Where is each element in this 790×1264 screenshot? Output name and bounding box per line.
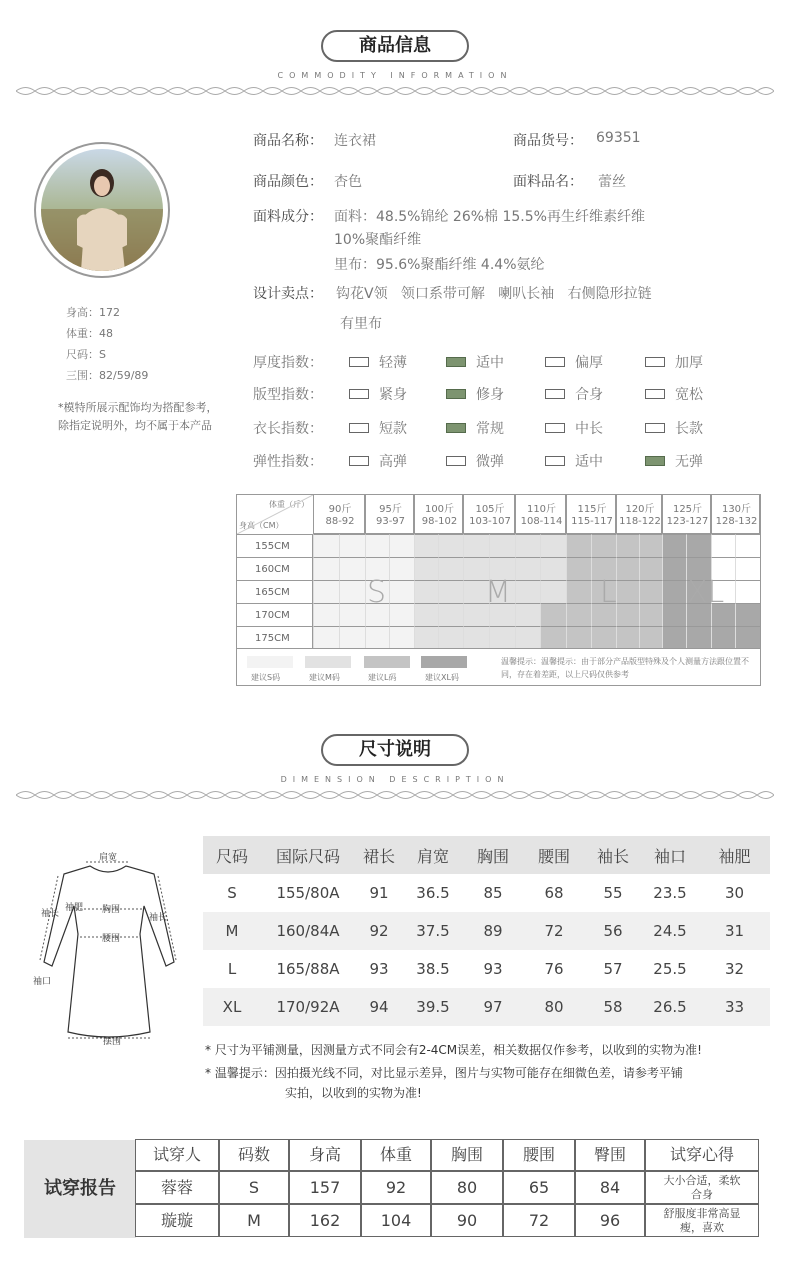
size-grid-cell: [515, 557, 540, 580]
empty-box-icon: [349, 456, 369, 466]
size-grid-cell: [591, 534, 616, 557]
weight-jin: 105斤: [475, 504, 505, 515]
index-option-label: 长款: [675, 421, 703, 437]
trial-cell: 蓉蓉: [135, 1171, 219, 1204]
size-grid-cell: [313, 626, 339, 649]
dimension-table: [203, 836, 770, 1026]
dimension-cell: 91: [369, 884, 389, 902]
empty-box-icon: [545, 423, 565, 433]
dimension-header-cell: 尺码: [215, 846, 248, 866]
size-grid-cell: [686, 626, 711, 649]
trial-cell: M: [219, 1204, 289, 1237]
size-grid-cell: [414, 603, 438, 626]
weight-kg: 123-127: [666, 516, 709, 527]
size-grid-cell: [489, 534, 515, 557]
dimension-cell: 26.5: [653, 998, 687, 1016]
index-option-label: 无弹: [675, 454, 703, 470]
size-grid-cell: [438, 557, 463, 580]
dress-measurement-diagram: [28, 852, 188, 1048]
size-grid-cell: [389, 534, 414, 557]
dimension-header-cell: 袖肥: [718, 846, 751, 866]
dimension-header-cell: 肩宽: [416, 846, 449, 866]
empty-box-icon: [349, 389, 369, 399]
dimension-cell: 32: [724, 960, 745, 978]
weight-kg: 98-102: [421, 516, 458, 527]
composition-line-3: 里布：95.6%聚酯纤维 4.4%氨纶: [334, 257, 545, 273]
size-grid-cell: [639, 557, 662, 580]
size-grid-cell: [438, 626, 463, 649]
model-measurements: 三围：82/59/89: [66, 369, 149, 382]
size-grid-cell: [389, 626, 414, 649]
index-option: [446, 451, 504, 471]
size-grid-cell: [735, 534, 760, 557]
empty-box-icon: [446, 456, 466, 466]
empty-box-icon: [349, 357, 369, 367]
index-label: 衣长指数：: [253, 421, 323, 437]
size-grid-cell: [566, 603, 591, 626]
dimension-cell: 85: [483, 884, 503, 902]
weight-kg: 93-97: [375, 516, 406, 527]
trial-header-cell: 腰围: [503, 1139, 575, 1171]
index-option: [446, 384, 504, 404]
measurement-note: * 尺寸为平铺测量，因测量方式不同会有2-4CM误差，相关数据仅作参考，以收到的实物为准!: [205, 1043, 702, 1057]
size-grid-cell: [339, 603, 365, 626]
dimension-header-cell: 胸围: [476, 846, 509, 866]
size-grid-cell: [515, 603, 540, 626]
size-grid-cell: [389, 580, 414, 603]
size-grid-cell: [639, 534, 662, 557]
index-option-label: 修身: [476, 387, 504, 403]
section-subtitle-commodity: COMMODITY INFORMATION: [277, 71, 513, 80]
size-grid-cell: [662, 534, 686, 557]
size-grid-cell: [463, 534, 489, 557]
index-option: [645, 352, 703, 372]
height-row-label: 155CM: [237, 534, 313, 557]
trial-cell: 104: [361, 1204, 431, 1237]
trial-report: [24, 1140, 764, 1238]
model-height: 身高：172: [66, 306, 120, 319]
dimension-header-cell: 裙长: [362, 846, 395, 866]
trial-cell: 157: [289, 1171, 361, 1204]
size-grid-cell: [639, 580, 662, 603]
size-grid-cell: [414, 580, 438, 603]
index-label: 版型指数：: [253, 387, 323, 403]
dimension-cell: 165/88A: [276, 960, 340, 978]
empty-box-icon: [349, 423, 369, 433]
dimension-cell: 93: [483, 960, 503, 978]
index-option: [349, 451, 407, 471]
size-grid-cell: [313, 603, 339, 626]
weight-kg: 115-117: [571, 516, 613, 527]
index-option-label: 高弹: [379, 454, 407, 470]
section-subtitle-dimension: DIMENSION DESCRIPTION: [280, 775, 510, 784]
dimension-cell: L: [227, 960, 237, 978]
size-grid-cell: [616, 534, 639, 557]
empty-box-icon: [545, 456, 565, 466]
trial-header-cell: 臀围: [575, 1139, 645, 1171]
index-option-label: 紧身: [379, 387, 407, 403]
section-title-dimension: 尺寸说明: [321, 734, 469, 766]
dimension-cell: 93: [369, 960, 389, 978]
dimension-cell: 68: [544, 884, 564, 902]
sleeve-length-right-label: 袖长: [148, 913, 168, 923]
weight-jin: 125斤: [672, 504, 703, 515]
index-option: [446, 418, 504, 438]
dimension-cell: 25.5: [653, 960, 687, 978]
dimension-row: [203, 988, 770, 1026]
weight-jin: 130斤: [721, 504, 752, 515]
trial-cell: 璇璇: [135, 1204, 219, 1237]
empty-box-icon: [545, 357, 565, 367]
size-grid-cell: [438, 603, 463, 626]
weight-column-header: [515, 495, 566, 534]
fabric-name: 蕾丝: [598, 174, 626, 190]
size-grid-cell: [438, 580, 463, 603]
legend-label: 建议M码: [309, 673, 340, 682]
dimension-cell: 39.5: [416, 998, 450, 1016]
dimension-cell: 160/84A: [276, 922, 340, 940]
size-grid-cell: [616, 557, 639, 580]
size-grid-cell: [339, 580, 365, 603]
dimension-cell: 170/92A: [276, 998, 340, 1016]
size-grid-cell: [686, 534, 711, 557]
weight-jin: 115斤: [577, 504, 607, 515]
size-grid-cell: [639, 603, 662, 626]
checked-box-icon: [645, 456, 665, 466]
size-grid-cell: [365, 534, 389, 557]
index-option: [349, 352, 407, 372]
trial-cell: S: [219, 1171, 289, 1204]
dimension-cell: 24.5: [653, 922, 687, 940]
dimension-cell: 89: [483, 922, 503, 940]
height-row-label: 170CM: [237, 603, 313, 626]
index-option-label: 适中: [476, 355, 504, 371]
trial-cell: 90: [431, 1204, 503, 1237]
trial-cell: 大小合适，柔软合身: [645, 1171, 759, 1204]
trial-cell: 72: [503, 1204, 575, 1237]
height-row-label: 160CM: [237, 557, 313, 580]
size-grid-cell: [414, 626, 438, 649]
index-option: [645, 418, 703, 438]
dimension-header-cell: 国际尺码: [275, 846, 340, 866]
size-grid-cell: [515, 626, 540, 649]
index-option: [545, 352, 603, 372]
weight-column-header: [463, 495, 515, 534]
index-option: [446, 352, 504, 372]
checked-box-icon: [446, 357, 466, 367]
dimension-cell: 23.5: [653, 884, 687, 902]
product-name: 连衣裙: [334, 133, 376, 149]
index-label: 厚度指数：: [253, 355, 323, 371]
size-grid-cell: [540, 603, 566, 626]
dimension-cell: 58: [603, 998, 623, 1016]
dimension-cell: 38.5: [416, 960, 450, 978]
size-grid-cell: [339, 534, 365, 557]
empty-box-icon: [645, 423, 665, 433]
index-option: [645, 451, 703, 471]
composition-label: 面料成分：: [253, 209, 323, 225]
size-zone-label: L: [600, 575, 617, 610]
size-grid-cell: [313, 580, 339, 603]
index-option-label: 偏厚: [575, 355, 603, 371]
legend-label: 建议XL码: [425, 673, 459, 682]
trial-cell: 65: [503, 1171, 575, 1204]
dimension-cell: S: [227, 884, 237, 902]
size-grid-cell: [662, 626, 686, 649]
armhole-label: 袖肥: [64, 903, 84, 913]
size-grid-cell: [735, 626, 760, 649]
size-grid-cell: [662, 603, 686, 626]
model-weight: 体重：48: [66, 327, 113, 340]
trial-header-cell: 体重: [361, 1139, 431, 1171]
size-grid-cell: [463, 626, 489, 649]
size-grid-cell: [515, 580, 540, 603]
size-grid-cell: [540, 626, 566, 649]
index-option-label: 轻薄: [379, 355, 407, 371]
height-axis-header: 身高（CM）: [239, 521, 284, 530]
size-grid-cell: [616, 603, 639, 626]
dimension-cell: 30: [724, 884, 745, 902]
dimension-cell: 57: [603, 960, 623, 978]
size-grid-cell: [313, 534, 339, 557]
size-grid-cell: [591, 626, 616, 649]
weight-column-header: [414, 495, 463, 534]
dimension-cell: 80: [544, 998, 564, 1016]
size-grid-cell: [735, 557, 760, 580]
size-grid-cell: [662, 580, 686, 603]
index-option-label: 适中: [575, 454, 603, 470]
size-grid-cell: [566, 626, 591, 649]
size-grid-cell: [339, 626, 365, 649]
weight-jin: 110斤: [526, 504, 557, 515]
weight-jin: 95斤: [379, 504, 402, 515]
size-grid-cell: [515, 534, 540, 557]
size-grid-cell: [735, 580, 760, 603]
size-grid-cell: [414, 534, 438, 557]
dimension-cell: 155/80A: [276, 884, 340, 902]
dimension-header-cell: 腰围: [537, 846, 570, 866]
index-option-label: 常规: [476, 421, 504, 437]
size-grid-cell: [711, 626, 735, 649]
size-grid-cell: [616, 626, 639, 649]
size-grid-cell: [438, 534, 463, 557]
legend-swatch: [364, 656, 410, 668]
model-note: *模特所展示配饰均为搭配参考，除指定说明外，均不属于本产品: [58, 401, 218, 432]
shoulder-label: 肩宽: [98, 853, 118, 863]
index-option-label: 宽松: [675, 387, 703, 403]
size-grid-cell: [735, 603, 760, 626]
size-grid-cell: [365, 626, 389, 649]
empty-box-icon: [645, 389, 665, 399]
cuff-label: 袖口: [32, 977, 52, 987]
weight-jin: 90斤: [328, 504, 352, 515]
weight-column-header: [616, 495, 662, 534]
model-avatar: [34, 142, 170, 278]
dimension-cell: 55: [603, 884, 623, 902]
product-sku-label: 商品货号：: [513, 133, 583, 149]
index-option-label: 短款: [379, 421, 407, 437]
composition-line-1: 面料：48.5%锦纶 26%棉 15.5%再生纤维素纤维: [334, 209, 645, 225]
size-grid-cell: [616, 580, 639, 603]
product-name-label: 商品名称：: [253, 133, 323, 149]
weight-kg: 88-92: [325, 516, 355, 527]
size-grid-cell: [639, 626, 662, 649]
weight-column-header: [365, 495, 414, 534]
dimension-cell: 37.5: [416, 922, 450, 940]
design-line-1: 钩花V领 领口系带可解 喇叭长袖 右侧隐形拉链: [336, 286, 652, 302]
size-zone-label: S: [367, 575, 387, 610]
size-zone-label: XL: [687, 575, 725, 610]
trial-cell: 84: [575, 1171, 645, 1204]
index-option: [545, 418, 603, 438]
model-photo: [41, 149, 163, 271]
size-grid-cell: [540, 534, 566, 557]
dimension-row: [203, 950, 770, 988]
index-option: [349, 384, 407, 404]
dimension-cell: 97: [483, 998, 503, 1016]
dimension-cell: XL: [222, 998, 242, 1016]
trial-cell: 96: [575, 1204, 645, 1237]
chest-label: 胸围: [101, 905, 121, 915]
index-label: 弹性指数：: [253, 454, 323, 470]
index-option-label: 中长: [575, 421, 603, 437]
legend-swatch: [247, 656, 293, 668]
height-row-label: 165CM: [237, 580, 313, 603]
dimension-header-cell: 袖长: [596, 846, 629, 866]
dimension-cell: 31: [724, 922, 745, 940]
product-sku: 69351: [596, 130, 641, 146]
size-grid-cell: [662, 557, 686, 580]
size-grid-cell: [339, 557, 365, 580]
empty-box-icon: [645, 357, 665, 367]
dimension-cell: 94: [369, 998, 389, 1016]
index-option: [545, 384, 603, 404]
composition-line-2: 10%聚酯纤维: [334, 232, 422, 248]
size-grid-cell: [566, 580, 591, 603]
weight-kg: 108-114: [520, 516, 563, 527]
sleeve-length-left-label: 袖长: [40, 909, 60, 919]
size-grid-cell: [414, 557, 438, 580]
weight-kg: 128-132: [715, 516, 758, 527]
size-grid-cell: [566, 534, 591, 557]
size-grid-cell: [313, 557, 339, 580]
legend-label: 建议L码: [368, 673, 397, 682]
size-grid-cell: [489, 626, 515, 649]
wave-divider: [16, 84, 774, 98]
empty-box-icon: [545, 389, 565, 399]
size-zone-label: M: [485, 575, 511, 610]
dimension-cell: 33: [724, 998, 745, 1016]
legend-swatch: [305, 656, 351, 668]
trial-cell: 80: [431, 1171, 503, 1204]
dimension-cell: 76: [544, 960, 564, 978]
index-option-label: 微弹: [476, 454, 504, 470]
trial-header-cell: 试穿人: [135, 1139, 219, 1171]
waist-label: 腰围: [101, 934, 121, 944]
model-size: 尺码：S: [66, 348, 106, 361]
dimension-row: [203, 874, 770, 912]
index-option: [545, 451, 603, 471]
size-grid-cell: [389, 603, 414, 626]
dimension-cell: 56: [603, 922, 623, 940]
weight-column-header: [313, 495, 365, 534]
trial-cell: 舒服度非常高显瘦，喜欢: [645, 1204, 759, 1237]
trial-header-cell: 码数: [219, 1139, 289, 1171]
size-grid-cell: [540, 557, 566, 580]
header-diagonal: [237, 495, 313, 534]
dimension-cell: 72: [544, 922, 564, 940]
design-label: 设计卖点：: [253, 286, 323, 302]
trial-cell: 92: [361, 1171, 431, 1204]
dimension-cell: 36.5: [416, 884, 450, 902]
color-note-line-2: 实拍，以收到的实物为准!: [285, 1086, 422, 1100]
trial-cell: 162: [289, 1204, 361, 1237]
size-grid-cell: [389, 557, 414, 580]
size-grid-cell: [711, 534, 735, 557]
trial-header-cell: 试穿心得: [645, 1139, 759, 1171]
weight-jin: 100斤: [424, 504, 455, 515]
dimension-row: [203, 912, 770, 950]
index-option-label: 加厚: [675, 355, 703, 371]
trial-header-cell: 身高: [289, 1139, 361, 1171]
wave-divider: [16, 788, 774, 802]
index-option: [645, 384, 703, 404]
weight-column-header: [566, 495, 616, 534]
checked-box-icon: [446, 423, 466, 433]
weight-column-header: [711, 495, 760, 534]
weight-column-header: [662, 495, 711, 534]
index-option: [349, 418, 407, 438]
design-line-2: 有里布: [340, 316, 382, 332]
size-chart: [236, 494, 761, 686]
size-grid-cell: [566, 557, 591, 580]
trial-header-cell: 胸围: [431, 1139, 503, 1171]
legend-label: 建议S码: [251, 673, 281, 682]
dimension-cell: M: [225, 922, 239, 940]
dimension-cell: 92: [369, 922, 389, 940]
legend-separator: [237, 648, 760, 649]
index-option-label: 合身: [575, 387, 603, 403]
size-chart-tip: 温馨提示：温馨提示：由于部分产品版型特殊及个人测量方法跟位置不同，存在着差距，以上尺码仅供参考: [501, 657, 749, 679]
weight-axis-header: 体重（斤）: [269, 500, 309, 509]
height-row-label: 175CM: [237, 626, 313, 649]
weight-kg: 118-122: [619, 516, 661, 527]
section-title-commodity: 商品信息: [321, 30, 469, 62]
size-grid-cell: [540, 580, 566, 603]
fabric-name-label: 面料品名：: [513, 174, 583, 190]
dimension-header-row: [203, 836, 770, 874]
trial-report-title: 试穿报告: [24, 1140, 136, 1238]
color-note-line-1: * 温馨提示：因拍摄光线不同，对比显示差异，图片与实物可能存在细微色差，请参考平铺: [205, 1066, 683, 1080]
hem-label: 摆围: [102, 1037, 122, 1047]
dimension-header-cell: 袖口: [653, 846, 686, 866]
product-color-label: 商品颜色：: [253, 174, 323, 190]
product-color: 杏色: [334, 174, 362, 190]
checked-box-icon: [446, 389, 466, 399]
weight-kg: 103-107: [469, 516, 511, 527]
weight-jin: 120斤: [625, 504, 655, 515]
legend-swatch: [421, 656, 467, 668]
